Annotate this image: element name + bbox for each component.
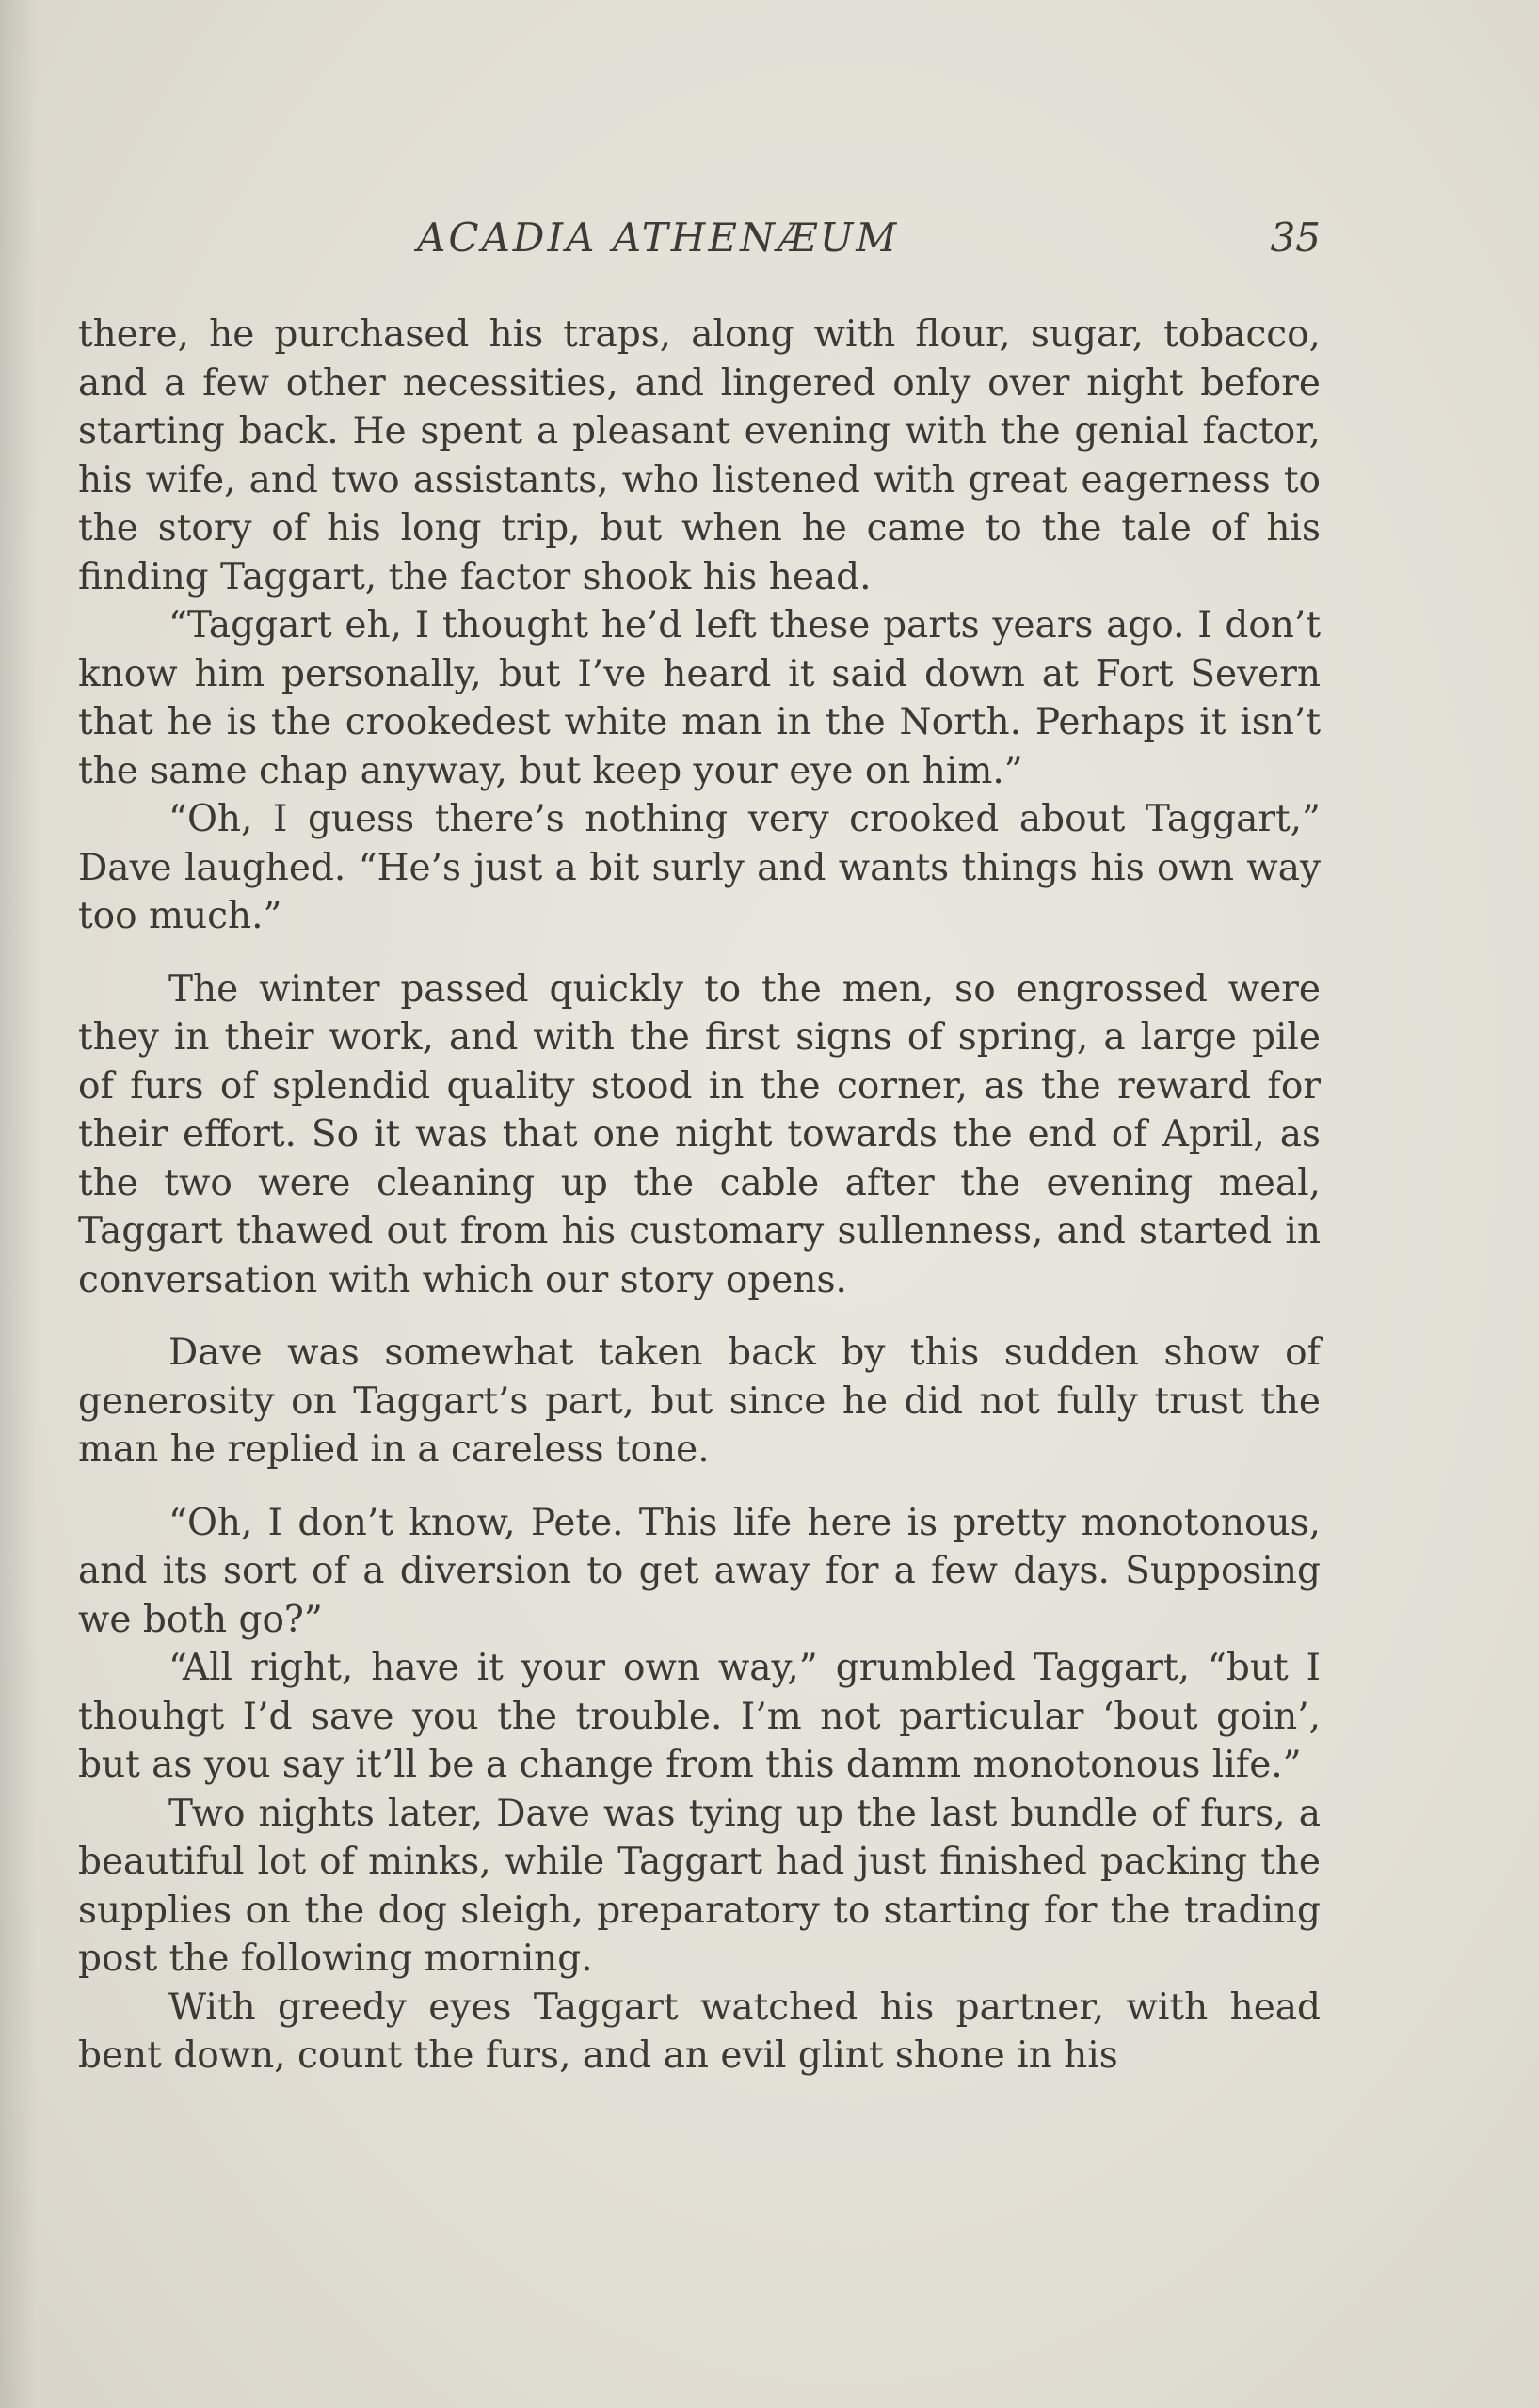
paragraph: Dave was somewhat taken back by this sudden show of generosity on Taggart’s part, but since he did not fully trust the man he replied in a careless tone. bbox=[78, 1332, 1321, 1471]
paragraph: The winter passed quickly to the men, so engrossed were they in their work, and with the first signs of spring, a large pile of furs of splendid quality stood in the corner, as the reward for their effort. So it was that one night towards the end of April, as the two were cleaning up the cable after the evening meal, Taggart thawed out from his customary sullenness, and started in conversation with which our story opens. bbox=[78, 967, 1321, 1301]
page-number: 35 bbox=[1270, 215, 1321, 261]
paragraph: With greedy eyes Taggart watched his partner, with head bent down, count the furs, and an evil glint shone in his bbox=[78, 1985, 1321, 2077]
body-text bbox=[78, 311, 1321, 2081]
page-header bbox=[78, 215, 1321, 271]
paragraph: “Oh, I guess there’s nothing very crooked about Taggart,” Dave laughed. “He’s just a bit surly and wants things his own way too much.” bbox=[78, 798, 1321, 937]
paragraph: “All right, have it your own way,” grumbled Taggart, “but I thouhgt I’d save you the trouble. I’m not particular ‘bout goin’, but as you say it’ll be a change from this damm monotonous life.” bbox=[78, 1647, 1321, 1786]
paragraph: there, he purchased his traps, along with flour, sugar, tobacco, and a few other necessities, and lingered only over night before starting back. He spent a pleasant evening with the genial factor, his wife, and two assistants, who listened with great eagerness to the story of his long trip, but when he came to the tale of his finding Taggart, the factor shook his head. bbox=[78, 313, 1321, 598]
paragraph: “Taggart eh, I thought he’d left these parts years ago. I don’t know him personally, but I’ve heard it said down at Fort Severn that he is the crookedest white man in the North. Perhaps it isn’t the same chap anyway, but keep your eye on him.” bbox=[78, 604, 1321, 792]
paragraph: Two nights later, Dave was tying up the last bundle of furs, a beautiful lot of minks, while Taggart had just finished packing the supplies on the dog sleigh, preparatory to starting for the trading post the following morning. bbox=[78, 1792, 1321, 1980]
paragraph: “Oh, I don’t know, Pete. This life here is pretty monotonous, and its sort of a diversion to get away for a few days. Supposing we both go?” bbox=[78, 1501, 1321, 1641]
running-head: ACADIA ATHENÆUM bbox=[417, 215, 900, 261]
